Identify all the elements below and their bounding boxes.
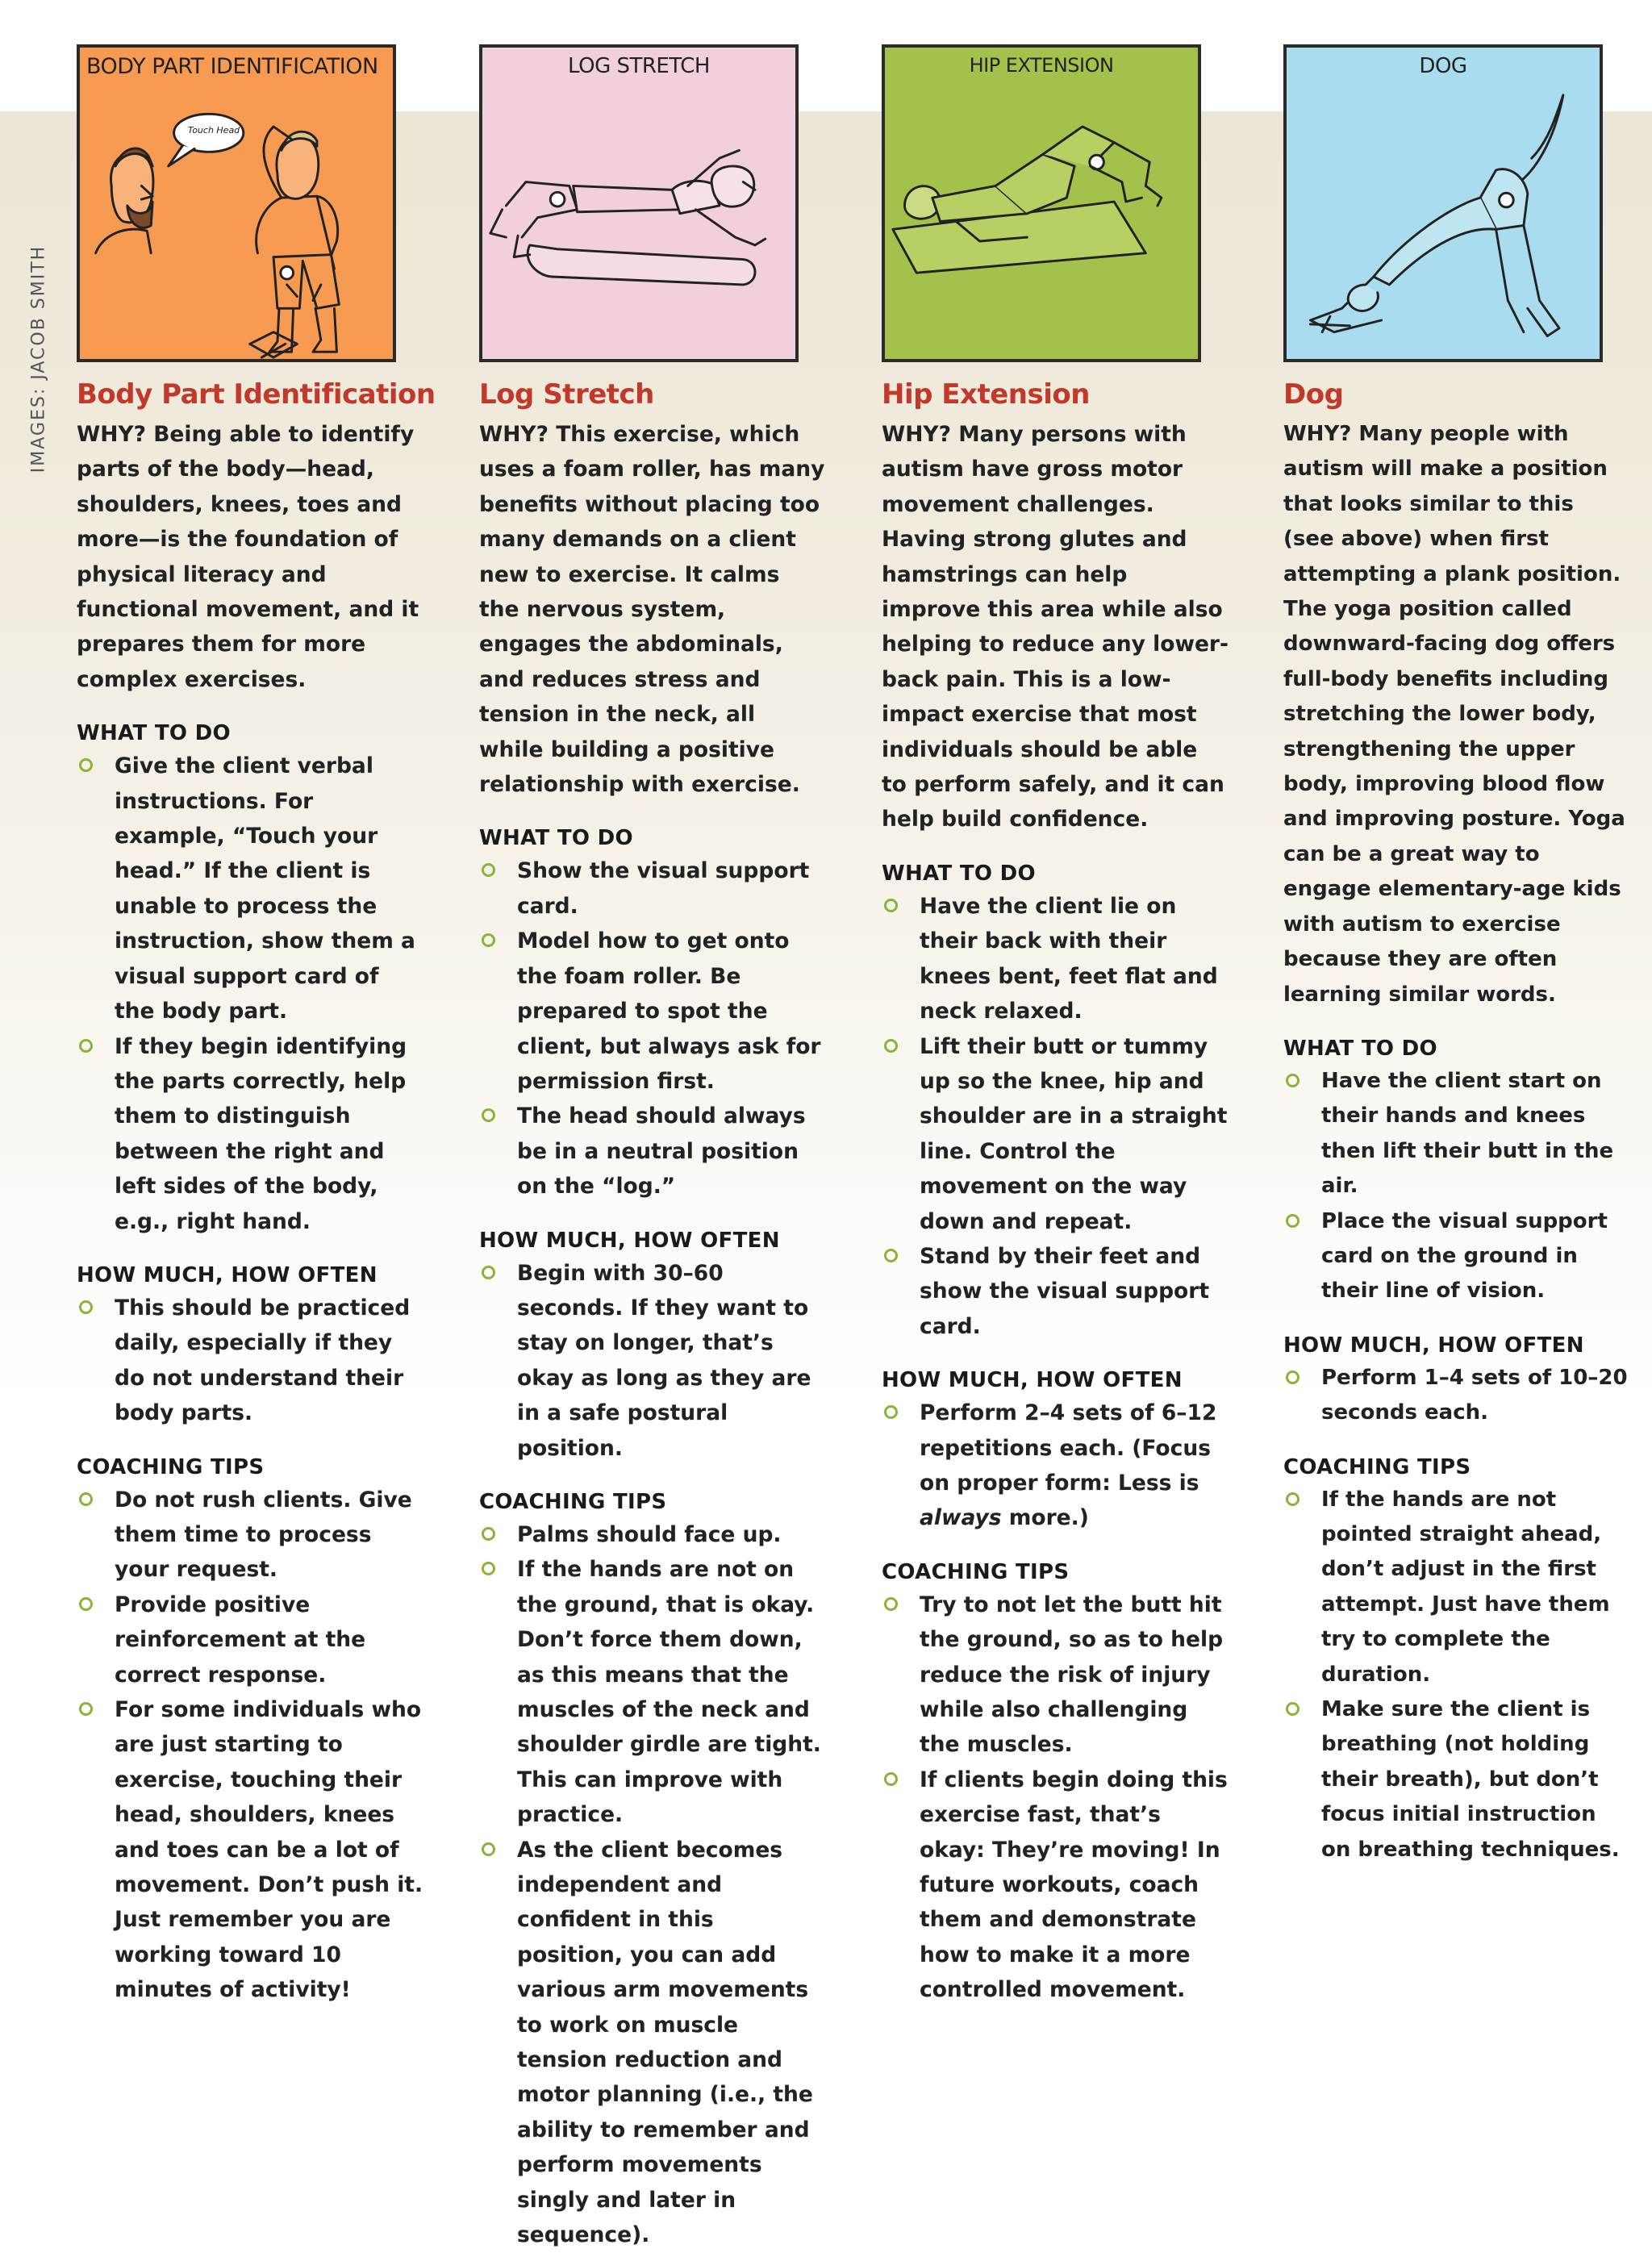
why-text: Being able to identify parts of the body—head, shoulders, knees, toes and more—is the foundation of physical literacy and functional movement, and it prepares them for more complex exercises. — [77, 422, 419, 692]
how-much-list — [882, 1396, 1229, 1536]
list-item: Perform 1–4 sets of 10–20 seconds each. — [1283, 1361, 1630, 1431]
list-item: Make sure the client is breathing (not holding their breath), but don’t focus initial instruction on breathing techniques. — [1283, 1692, 1630, 1867]
column-dog — [1283, 44, 1630, 1867]
list-item: For some individuals who are just starting to exercise, touching their head, shoulders, knees and toes can be a lot of movement. Don’t push it. Just remember you are working toward 10 minutes of activity! — [77, 1692, 423, 2008]
why-paragraph — [882, 417, 1229, 837]
why-paragraph — [1283, 417, 1630, 1012]
list-item: Do not rush clients. Give them time to process your request. — [77, 1483, 423, 1588]
how-much-list — [1283, 1361, 1630, 1431]
exercise-title: Body Part Identification — [77, 378, 436, 411]
list-item: The head should always be in a neutral position on the “log.” — [479, 1099, 826, 1204]
list-item: Begin with 30–60 seconds. If they want to stay on longer, that’s okay as long as they are in a safe postural position. — [479, 1256, 826, 1466]
coaching-tips-list — [479, 1517, 826, 2253]
hip-extension-illustration — [885, 48, 1198, 359]
what-to-do-list — [1283, 1064, 1630, 1309]
column-hip-extension — [882, 44, 1229, 2008]
list-item: Stand by their feet and show the visual support card. — [882, 1239, 1229, 1344]
coaching-tips-heading: COACHING TIPS — [77, 1454, 265, 1479]
list-item: If the hands are not on the ground, that is okay. Don’t force them down, as this means that the muscles of the neck and shoulder girdle are tight. This can improve with practice. — [479, 1552, 826, 1832]
what-to-do-list — [882, 889, 1229, 1344]
how-text: Perform 2–4 sets of 6–12 repetitions each. (Focus on proper form: Less is — [920, 1400, 1217, 1496]
coaching-tips-list — [77, 1483, 423, 2008]
image-credit: IMAGES: JACOB SMITH — [28, 244, 49, 474]
coaching-tips-heading: COACHING TIPS — [882, 1559, 1070, 1584]
why-label: WHY? — [1283, 422, 1352, 446]
exercise-title: Log Stretch — [479, 378, 654, 411]
illustration-panel — [1283, 44, 1603, 362]
how-much-list — [479, 1256, 826, 1466]
column-log-stretch — [479, 44, 826, 2253]
coaching-tips-list — [882, 1588, 1229, 2008]
why-text: Many persons with autism have gross motor movement challenges. Having strong glutes and hamstrings can help improve this area while also helping to reduce any lower-back pain. This is a low-impact exercise that most individuals should be able to perform safely, and it can help build confidence. — [882, 422, 1229, 832]
list-item: Show the visual support card. — [479, 853, 826, 924]
why-text: Many people with autism will make a position that looks similar to this (see above) when first attempting a plank position. The yoga position called downward-facing dog offers full-body benefits including stretching the lower body, strengthening the upper body, improving blood flow and improving posture. Yoga can be a great way to engage elementary-age kids with autism to exercise because they are often learning similar words. — [1283, 422, 1625, 1007]
list-item: Lift their butt or tummy up so the knee, hip and shoulder are in a straight line. Control the movement on the way down and repeat. — [882, 1029, 1229, 1239]
list-item: Palms should face up. — [479, 1517, 826, 1552]
coaching-tips-heading: COACHING TIPS — [1283, 1454, 1471, 1479]
list-item: If the hands are not pointed straight ahead, don’t adjust in the first attempt. Just have them try to complete the duration. — [1283, 1483, 1630, 1692]
exercise-title: Dog — [1283, 378, 1344, 411]
panel-title: HIP EXTENSION — [969, 54, 1114, 77]
how-much-heading: HOW MUCH, HOW OFTEN — [77, 1262, 378, 1287]
what-to-do-heading: WHAT TO DO — [1283, 1036, 1437, 1061]
list-item: Have the client lie on their back with their knees bent, feet flat and neck relaxed. — [882, 889, 1229, 1029]
list-item: Model how to get onto the foam roller. Be prepared to spot the client, but always ask for permission first. — [479, 924, 826, 1099]
what-to-do-heading: WHAT TO DO — [479, 826, 633, 851]
list-item: Have the client start on their hands and knees then lift their butt in the air. — [1283, 1064, 1630, 1204]
list-item: Provide positive reinforcement at the correct response. — [77, 1588, 423, 1692]
list-item: If they begin identifying the parts correctly, help them to distinguish between the right and left sides of the body, e.g., right hand. — [77, 1029, 423, 1239]
how-much-heading: HOW MUCH, HOW OFTEN — [882, 1368, 1183, 1393]
how-much-heading: HOW MUCH, HOW OFTEN — [1283, 1333, 1584, 1358]
what-to-do-heading: WHAT TO DO — [882, 861, 1036, 886]
panel-title: DOG — [1419, 54, 1467, 78]
speech-bubble-text: Touch Head — [187, 125, 240, 136]
coaching-tips-heading: COACHING TIPS — [479, 1489, 667, 1514]
list-item: Place the visual support card on the ground in their line of vision. — [1283, 1204, 1630, 1309]
list-item: Try to not let the butt hit the ground, so as to help reduce the risk of injury while also challenging the muscles. — [882, 1588, 1229, 1763]
panel-title: BODY PART IDENTIFICATION — [86, 54, 378, 79]
exercise-title: Hip Extension — [882, 378, 1090, 411]
what-to-do-list — [77, 749, 423, 1239]
how-text-end: more.) — [1001, 1505, 1089, 1531]
dog-pose-illustration — [1287, 48, 1600, 359]
how-much-heading: HOW MUCH, HOW OFTEN — [479, 1228, 780, 1253]
list-item: Give the client verbal instructions. For example, “Touch your head.” If the client is unable to process the instruction, show them a visual support card of the body part. — [77, 749, 423, 1028]
list-item: This should be practiced daily, especially if they do not understand their body parts. — [77, 1291, 423, 1431]
how-emphasis: always — [920, 1505, 1002, 1531]
why-paragraph — [77, 417, 423, 697]
illustration-panel — [882, 44, 1201, 362]
illustration-panel — [77, 44, 396, 362]
what-to-do-list — [479, 853, 826, 1204]
list-item: If clients begin doing this exercise fast, that’s okay: They’re moving! In future workouts, coach them and demonstrate how to make it a more controlled movement. — [882, 1763, 1229, 2008]
why-label: WHY? — [77, 422, 146, 447]
list-item — [882, 1396, 1229, 1536]
coaching-tips-list — [1283, 1483, 1630, 1867]
illustration-panel — [479, 44, 799, 362]
why-paragraph — [479, 417, 826, 802]
body-part-illustration — [80, 48, 393, 359]
log-stretch-illustration — [482, 48, 795, 359]
how-much-list — [77, 1291, 423, 1431]
panel-title: LOG STRETCH — [568, 54, 710, 78]
what-to-do-heading: WHAT TO DO — [77, 721, 231, 746]
list-item: As the client becomes independent and confident in this position, you can add various arm movements to work on muscle tension reduction and motor planning (i.e., the ability to remember and perform movements singly and later in sequence). — [479, 1833, 826, 2253]
why-label: WHY? — [479, 422, 549, 447]
why-text: This exercise, which uses a foam roller, has many benefits without placing too many demands on a client new to exercise. It calms the nervous system, engages the abdominals, and reduces stress and tension in the neck, all while building a positive relationship with exercise. — [479, 422, 825, 798]
why-label: WHY? — [882, 422, 951, 447]
column-body-part-identification — [77, 44, 436, 2008]
